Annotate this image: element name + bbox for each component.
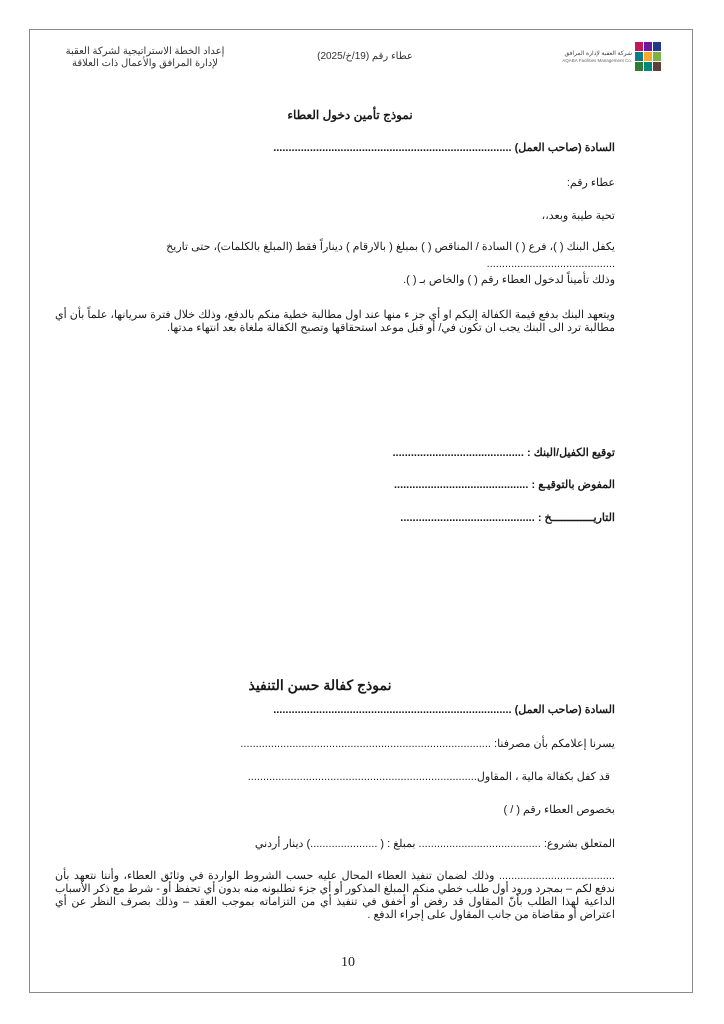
logo-tile <box>653 62 661 71</box>
logo-mark-icon <box>635 42 662 72</box>
logo-text <box>562 50 632 64</box>
logo-tile <box>644 62 652 71</box>
form2-title: نموذج كفالة حسن التنفيذ <box>248 677 392 693</box>
form1-greeting: تحية طيبة وبعد،، <box>541 210 615 222</box>
form2-addressee: السادة (صاحب العمل) .............................................................................. <box>273 704 615 716</box>
form1-signature-date: التاريـــــــــــــخ : ............................................ <box>400 512 615 524</box>
form1-date-dots: .......................................... <box>486 258 615 270</box>
header-project-title <box>60 46 230 70</box>
form1-purpose-line: وذلك تأميناً لدخول العطاء رقم ( ) والخاص بـ ( ). <box>403 274 615 286</box>
logo-tile <box>644 52 652 61</box>
form1-guarantee-line: يكفل البنك ( )، فرع ( ) السادة / المناقص ( ) بمبلغ ( بالارقام ) ديناراً فقط (المبلغ بالكلمات)، حتى تاريخ <box>166 241 615 253</box>
header-tender-number: عطاء رقم (19/خ/2025) <box>317 51 413 62</box>
form1-signature-authorized: المفوض بالتوقيـع : ............................................ <box>393 479 615 491</box>
logo-name-en: AQABA Facilities Management Co. <box>562 58 632 63</box>
form2-tender-line: بخصوص العطاء رقم ( / ) <box>503 804 615 816</box>
form1-addressee: السادة (صاحب العمل) .............................................................................. <box>273 142 615 154</box>
header-project-line-1: إعداد الخطة الاستراتيجية لشركة العقبة <box>65 46 225 57</box>
logo-tile <box>644 42 652 51</box>
logo-tile <box>653 52 661 61</box>
form2-bank-line: يسرنا إعلامكم بأن مصرفنا: .................................................................................. <box>240 738 615 750</box>
logo-tile <box>635 42 643 51</box>
form1-undertaking: ويتعهد البنك بدفع قيمة الكفالة إليكم او أي جز ء منها عند اول مطالبة خطية منكم بالدفع، وذلك خلال فترة سريانها، علماً بأن أي مطالبة ترد الى البنك يجب ان تكون في/ أو قبل موعد استحقاقها وتصبح الكفالة ملغاة بعد انتهاء مدتها. <box>55 309 615 334</box>
logo-tile <box>653 42 661 51</box>
logo-name-ar: شركة العقبة لإدارة المرافق <box>564 51 632 57</box>
form2-contractor-line: قد كفل بكفالة مالية ، المقاول........................................................................... <box>247 771 610 783</box>
form1-tender-number: عطاء رقم: <box>566 177 615 189</box>
company-logo <box>552 42 662 76</box>
page-number: 10 <box>341 955 355 970</box>
logo-tile <box>635 62 643 71</box>
form2-body: ...................................... وذلك لضمان تنفيذ العطاء المحال عليه حسب الشروط الواردة في وثائق العطاء، وأننا نتعهد بأن ندفع لكم – بمجرد ورود أول طلب خطي منكم المبلغ المذكور أو أي جزء تطلبونه منه بدون أي تحفظ أو - شرط مع ذكر الأسباب الداعية لهذا الطلب بأنّ المقاول قد رفض أو أخفق في تنفيذ أي من التزاماته بموجب العقد – وذلك بصرف النظر عن أي اعتراض أو مقاضاة من جانب المقاول على إجراء الدفع . <box>55 870 615 921</box>
form1-signature-bank: توقيع الكفيل/البنك : ........................................... <box>392 447 615 459</box>
form1-title: نموذج تأمين دخول العطاء <box>287 108 413 122</box>
logo-tile <box>635 52 643 61</box>
form2-project-amount-line: المتعلق بشروع: ........................................ بمبلغ : ( ......................) دينار أردني <box>254 838 615 850</box>
header-project-line-2: لإدارة المرافق والأعمال ذات العلاقة <box>72 58 218 69</box>
